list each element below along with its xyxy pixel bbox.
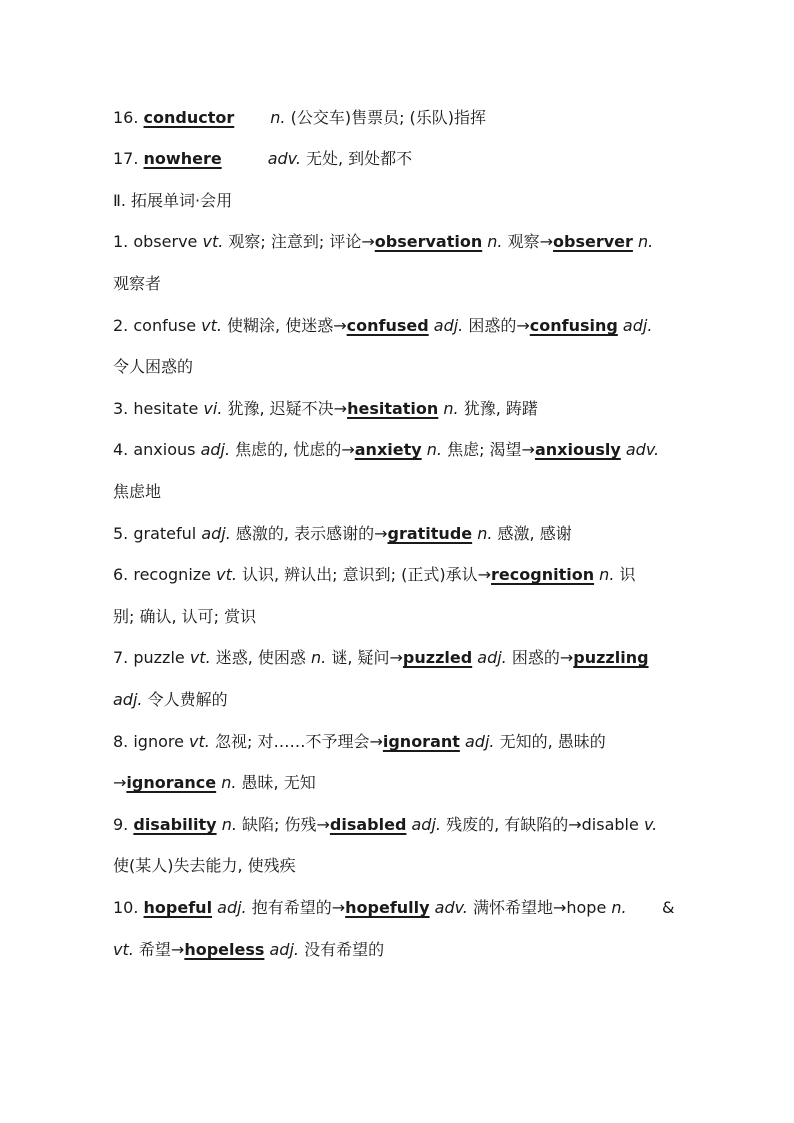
part-of-speech: n. [216,815,237,834]
item-number: 7. [113,648,134,667]
base-word: observe [133,232,203,251]
part-of-speech: n. [216,773,237,792]
arrow: → [113,773,127,792]
part-of-speech: vt. [189,648,211,667]
meaning: 困惑的→ [463,316,530,335]
item-number: 3. [113,399,134,418]
entry-9-continued: 使(某人)失去能力, 使残疾 [113,856,296,875]
answer-word: ignorance [126,773,217,792]
meaning: 无处, 到处都不 [300,149,413,168]
answer-word: conductor [143,108,235,127]
part-of-speech: vt. [113,940,134,959]
answer-word: recognition [491,565,595,584]
item-number: 10. [113,898,144,917]
answer-word: observation [374,232,483,251]
answer-word: anxiously [534,440,621,459]
base-word: anxious [133,440,201,459]
part-of-speech: n. [482,232,503,251]
meaning: 没有希望的 [298,940,385,959]
part-of-speech: adj. [201,524,231,543]
item-number: 6. [113,565,134,584]
part-of-speech: vt. [201,316,222,335]
answer-word: nowhere [143,149,222,168]
item-number: 9. [113,815,134,834]
answer-word: puzzled [402,648,473,667]
part-of-speech: adj. [212,898,247,917]
entry-9 [113,815,657,835]
part-of-speech: adv. [429,898,468,917]
base-word: recognize [133,565,217,584]
meaning: 认识, 辨认出; 意识到; (正式)承认→ [236,565,492,584]
part-of-speech: n. [438,399,459,418]
entry-8-continued [113,773,316,793]
item-number: 17. [113,149,144,168]
entry-4-continued: 焦虑地 [113,482,162,501]
entry-7-continued [113,690,228,710]
part-of-speech: n. [632,232,654,251]
entry-2 [113,316,652,336]
part-of-speech: n. [311,648,327,667]
part-of-speech: adv. [620,440,660,459]
meaning: 无知的, 愚昧的 [494,732,606,751]
entry-8 [113,732,606,752]
meaning: 犹豫, 踌躇 [458,399,538,418]
meaning: 残废的, 有缺陷的→disable [440,815,644,834]
answer-word: confused [346,316,429,335]
meaning: 困惑的→ [506,648,574,667]
section-heading: Ⅱ. 拓展单词·会用 [113,191,233,210]
base-word: grateful [133,524,202,543]
answer-word: disability [133,815,217,834]
meaning: (公交车)售票员; (乐队)指挥 [285,108,487,127]
part-of-speech: n. [270,108,286,127]
entry-7 [113,648,649,668]
meaning: 感激的, 表示感谢的→ [230,524,388,543]
part-of-speech: adj. [113,690,143,709]
meaning: 观察; 注意到; 评论→ [223,232,375,251]
part-of-speech: adj. [459,732,495,751]
entry-5 [113,524,572,544]
answer-word: hopeful [143,898,213,917]
part-of-speech: adj. [617,316,653,335]
item-number: 16. [113,108,144,127]
part-of-speech: vi. [203,399,223,418]
meaning: 犹豫, 迟疑不决→ [222,399,348,418]
part-of-speech: adj. [428,316,464,335]
entry-6 [113,565,636,585]
part-of-speech: adj. [264,940,299,959]
meaning: 焦虑; 渴望→ [441,440,535,459]
answer-word: ignorant [382,732,460,751]
answer-word: disabled [329,815,407,834]
meaning: 识 [614,565,636,584]
part-of-speech: adv. [267,149,301,168]
answer-word: observer [553,232,633,251]
meaning: 满怀希望地→hope [467,898,612,917]
vocab-item-16 [113,108,486,128]
ampersand: & [662,898,675,917]
meaning: 使糊涂, 使迷惑→ [221,316,347,335]
item-number: 8. [113,732,134,751]
answer-word: hopefully [345,898,430,917]
part-of-speech: adj. [472,648,507,667]
answer-word: confusing [529,316,618,335]
meaning: 迷惑, 使困惑 [210,648,312,667]
meaning: 抱有希望的→ [246,898,346,917]
meaning: 观察→ [502,232,554,251]
item-number: 1. [113,232,134,251]
entry-10-continued [113,940,384,960]
base-word: puzzle [133,648,190,667]
answer-word: hesitation [347,399,439,418]
entry-10 [113,898,673,918]
meaning: 令人费解的 [142,690,228,709]
item-number: 4. [113,440,134,459]
item-number: 2. [113,316,134,335]
part-of-speech: vt. [189,732,210,751]
part-of-speech: n. [611,898,627,917]
entry-3 [113,399,538,419]
meaning: 谜, 疑问→ [326,648,403,667]
answer-word: puzzling [573,648,649,667]
entry-1 [113,232,653,252]
part-of-speech: adj. [200,440,231,459]
base-word: confuse [133,316,202,335]
entry-2-continued: 令人困惑的 [113,357,194,376]
meaning: 感激, 感谢 [492,524,572,543]
meaning: 忽视; 对……不予理会→ [209,732,383,751]
meaning: 愚昧, 无知 [236,773,316,792]
base-word: hesitate [133,399,204,418]
part-of-speech: v. [643,815,658,834]
answer-word: hopeless [184,940,265,959]
meaning: 希望→ [133,940,185,959]
entry-1-continued: 观察者 [113,274,162,293]
base-word: ignore [133,732,190,751]
part-of-speech: n. [421,440,442,459]
part-of-speech: vt. [216,565,237,584]
vocab-item-17 [113,149,412,169]
part-of-speech: vt. [202,232,224,251]
meaning: 焦虑的, 忧虑的→ [230,440,355,459]
answer-word: gratitude [387,524,473,543]
answer-word: anxiety [354,440,422,459]
item-number: 5. [113,524,134,543]
part-of-speech: n. [472,524,493,543]
entry-4 [113,440,659,460]
part-of-speech: adj. [406,815,441,834]
part-of-speech: n. [594,565,615,584]
meaning: 缺陷; 伤残→ [236,815,330,834]
entry-6-continued: 别; 确认, 认可; 赏识 [113,607,257,626]
